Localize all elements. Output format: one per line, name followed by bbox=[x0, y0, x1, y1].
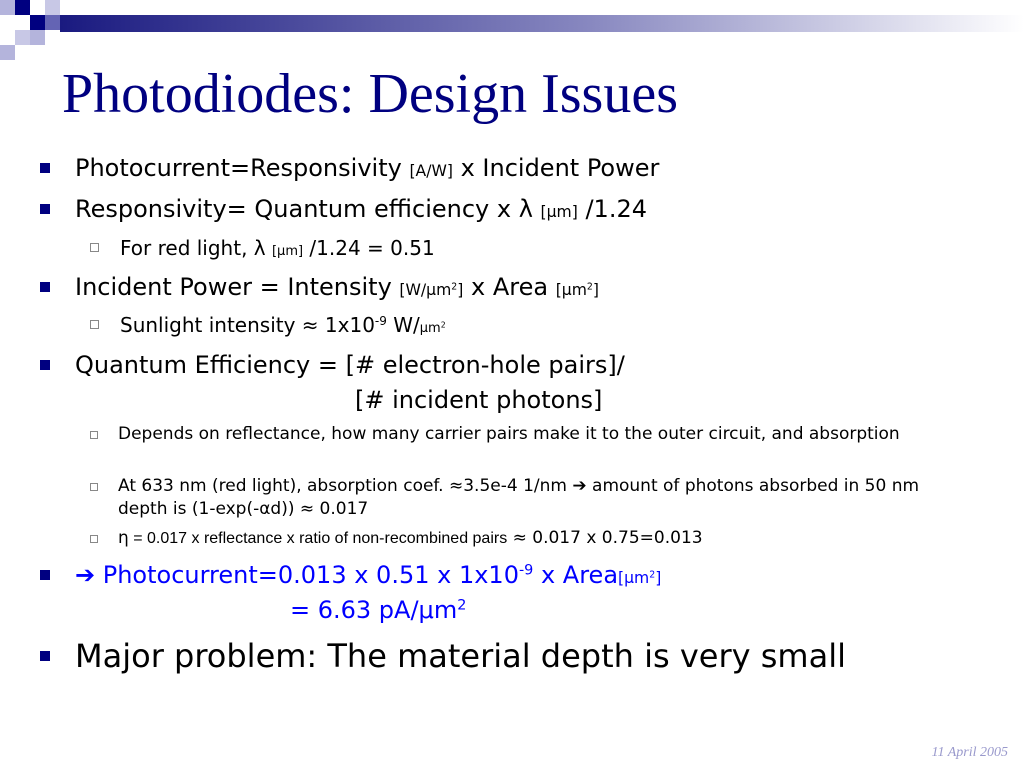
hollow-square-bullet-icon bbox=[90, 431, 98, 439]
arrow-right-icon: ➔ bbox=[75, 561, 96, 589]
square-bullet-icon bbox=[40, 282, 50, 292]
deco-square bbox=[0, 45, 15, 60]
arrow-right-icon: ➔ bbox=[572, 476, 587, 496]
header-gradient-bar bbox=[60, 15, 1024, 32]
square-bullet-icon bbox=[40, 651, 50, 661]
square-bullet-icon bbox=[40, 163, 50, 173]
hollow-square-bullet-icon bbox=[90, 483, 98, 491]
bullet-quantum-efficiency-line2: [# incident photons] bbox=[355, 386, 603, 414]
hollow-square-bullet-icon bbox=[90, 320, 99, 329]
slide-date: 11 April 2005 bbox=[931, 745, 1008, 760]
square-bullet-icon bbox=[40, 570, 50, 580]
hollow-square-bullet-icon bbox=[90, 243, 99, 252]
slide-title: Photodiodes: Design Issues bbox=[62, 63, 678, 125]
deco-square bbox=[30, 15, 45, 30]
deco-square bbox=[15, 30, 30, 45]
hollow-square-bullet-icon bbox=[90, 535, 98, 543]
square-bullet-icon bbox=[40, 360, 50, 370]
deco-square bbox=[30, 30, 45, 45]
bullet-photocurrent-result-line2: = 6.63 $pA/\mu m^2$ bbox=[290, 596, 467, 624]
header-decoration bbox=[0, 0, 1024, 60]
deco-square bbox=[45, 0, 60, 15]
square-bullet-icon bbox=[40, 204, 50, 214]
deco-square bbox=[45, 15, 60, 30]
deco-square bbox=[15, 0, 30, 15]
deco-square bbox=[0, 0, 15, 15]
